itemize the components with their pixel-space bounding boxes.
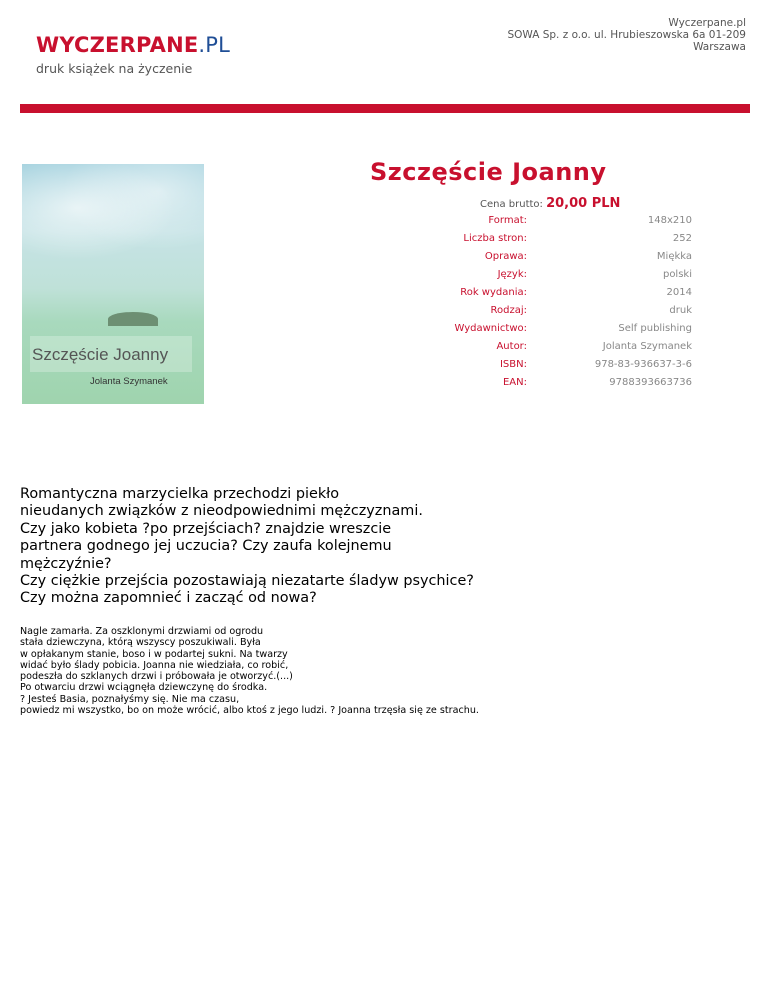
lead-line: Czy można zapomnieć i zacząć od nowa? [20,590,317,607]
spec-label: EAN: [502,377,527,388]
book-title: Szczęście Joanny [370,158,607,186]
price-label: Cena brutto: [480,199,543,210]
lead-line: Romantyczna marzycielka przechodzi piekło [20,486,340,502]
cover-clouds [22,164,204,274]
lead-line: nieudanych związków z nieodpowiednimi mężczyznami. [20,503,423,520]
price [480,196,620,211]
company-line: Warszawa [693,41,746,53]
spec-value: 978-83-936637-3-6 [594,359,692,370]
cover-island [108,312,158,326]
spec-value: Jolanta Szymanek [602,341,692,352]
spec-value: 252 [672,233,692,244]
spec-value: 9788393663736 [609,377,692,388]
excerpt-line: Po otwarciu drzwi wciągnęła dziewczynę do środka. [20,682,268,694]
lead-line: Czy ciężkie przejścia pozostawiają niezatarte śladyw psychice? [20,573,474,590]
logo-wordmark [36,34,230,56]
spec-row [420,266,692,284]
description-lead [20,486,540,608]
spec-label: Rodzaj: [490,305,527,316]
spec-value: 148x210 [647,215,692,226]
logo-brand: WYCZERPANE [36,33,199,57]
spec-row [420,212,692,230]
spec-row [420,230,692,248]
book-cover-image [22,164,204,404]
spec-label: Oprawa: [484,251,527,262]
spec-row [420,374,692,392]
description-excerpt [20,626,580,716]
lead-line: mężczyźnie? [20,555,112,572]
excerpt-line: powiedz mi wszystko, bo on może wrócić, albo ktoś z jego ludzi. ? Joanna trzęsła się ze strachu. [20,705,479,717]
cover-author: Jolanta Szymanek [90,376,168,387]
spec-label: Autor: [496,341,527,352]
spec-label: Format: [488,215,527,226]
spec-value: polski [662,269,692,280]
spec-label: Wydawnictwo: [454,323,527,334]
company-info [507,17,746,53]
cover-title: Szczęście Joanny [32,345,169,364]
spec-label: Liczba stron: [463,233,527,244]
logo-tagline: druk książek na życzenie [36,61,193,76]
spec-value: 2014 [666,287,692,298]
excerpt-line: podeszła do szklanych drzwi i próbowała je otworzyć.(...) [20,671,293,683]
spec-value: Miękka [656,251,692,262]
logo-tld: .PL [198,33,231,57]
lead-line: Czy jako kobieta ?po przejściach? znajdzie wreszcie [20,520,392,537]
book-specs-table [420,212,692,392]
excerpt-line: widać było ślady pobicia. Joanna nie wiedziała, co robić, [20,659,289,671]
spec-label: ISBN: [499,359,527,370]
spec-row [420,338,692,356]
excerpt-line: stała dziewczyna, którą wszyscy poszukiwali. Była [20,637,261,649]
excerpt-line: Nagle zamarła. Za oszklonymi drzwiami od ogrodu [20,626,264,637]
excerpt-line: w opłakanym stanie, boso i w podartej sukni. Na twarzy [20,648,288,660]
spec-row [420,284,692,302]
spec-row [420,302,692,320]
company-line: SOWA Sp. z o.o. ul. Hrubieszowska 6a 01-209 [507,29,746,41]
spec-label: Rok wydania: [460,287,527,298]
spec-value: druk [669,305,692,316]
site-logo[interactable] [36,34,230,76]
price-value: 20,00 PLN [546,196,621,211]
header-divider [20,104,750,113]
excerpt-line: ? Jesteś Basia, poznałyśmy się. Nie ma czasu, [20,693,240,705]
spec-row [420,356,692,374]
spec-row [420,248,692,266]
company-line: Wyczerpane.pl [668,17,746,29]
spec-value: Self publishing [618,323,692,334]
spec-label: Język: [497,269,527,280]
lead-line: partnera godnego jej uczucia? Czy zaufa kolejnemu [20,538,392,555]
spec-row [420,320,692,338]
